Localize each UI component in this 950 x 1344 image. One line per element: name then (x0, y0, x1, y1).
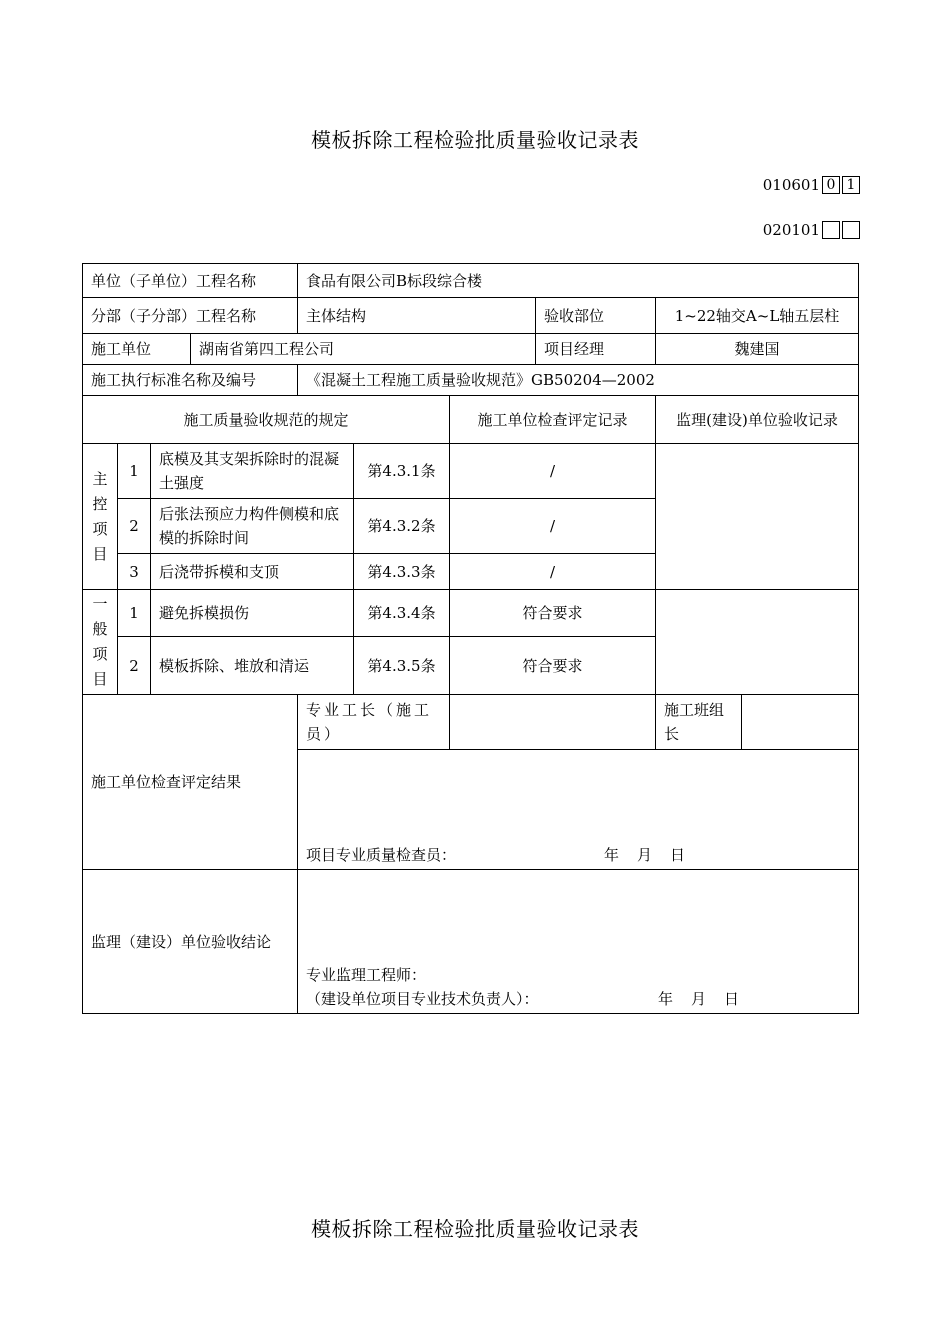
standard-label: 施工执行标准名称及编号 (83, 365, 298, 396)
standard-value[interactable]: 《混凝土工程施工质量验收规范》GB50204—2002 (298, 365, 859, 396)
date-month: 月 (637, 846, 653, 864)
main-items-label (83, 444, 118, 590)
form-code-1-prefix: 010601 (762, 176, 820, 194)
owner-tech-label: （建设单位项目专业技术负责人）： (306, 990, 539, 1008)
column-header-spec: 施工质量验收规范的规定 (83, 396, 450, 444)
item-clause: 第4.3.4条 (354, 590, 450, 637)
date-day: 日 (670, 846, 686, 864)
foreman-value[interactable] (450, 695, 656, 750)
team-leader-label: 施工班组长 (656, 695, 742, 750)
item-clause: 第4.3.1条 (354, 444, 450, 499)
subproject-name-value[interactable]: 主体结构 (298, 298, 536, 334)
form-code-2 (763, 221, 860, 239)
general-items-supervise-record[interactable] (656, 590, 859, 695)
item-description: 避免拆模损伤 (151, 590, 354, 637)
item-number: 2 (118, 637, 151, 695)
construction-unit-value[interactable]: 湖南省第四工程公司 (191, 334, 536, 365)
acceptance-part-value[interactable]: 1~22轴交A~L轴五层柱 (656, 298, 859, 334)
item-number: 1 (118, 590, 151, 637)
subproject-name-label: 分部（子分部）工程名称 (83, 298, 298, 334)
column-header-supervise: 监理(建设)单位验收记录 (656, 396, 859, 444)
construction-result-area[interactable] (298, 750, 859, 870)
item-clause: 第4.3.5条 (354, 637, 450, 695)
item-description: 底模及其支架拆除时的混凝土强度 (151, 444, 354, 499)
item-description: 后浇带拆模和支顶 (151, 554, 354, 590)
acceptance-part-label: 验收部位 (536, 298, 656, 334)
inspection-form-table (82, 263, 859, 1014)
item-clause: 第4.3.3条 (354, 554, 450, 590)
conclusion-date (658, 987, 739, 1011)
vertical-label: 主控项目 (92, 469, 108, 563)
project-name-value[interactable]: 食品有限公司B标段综合楼 (298, 264, 859, 298)
item-clause: 第4.3.2条 (354, 499, 450, 554)
date-day: 日 (724, 990, 740, 1008)
result-date (604, 843, 685, 867)
item-check-record[interactable]: 符合要求 (450, 590, 656, 637)
supervision-conclusion-label: 监理（建设）单位验收结论 (83, 870, 298, 1014)
supervising-engineer-label: 专业监理工程师： (306, 966, 427, 984)
code-box[interactable] (842, 221, 860, 239)
team-leader-value[interactable] (742, 695, 859, 750)
form-code-1 (763, 176, 860, 194)
general-items-label (83, 590, 118, 695)
item-number: 1 (118, 444, 151, 499)
item-check-record[interactable]: 符合要求 (450, 637, 656, 695)
construction-unit-label: 施工单位 (83, 334, 191, 365)
supervision-conclusion-area[interactable] (298, 870, 859, 1014)
project-manager-label: 项目经理 (536, 334, 656, 365)
form-code-2-prefix: 020101 (762, 221, 820, 239)
bottom-page-title: 模板拆除工程检验批质量验收记录表 (311, 1217, 639, 1241)
item-description: 后张法预应力构件侧模和底模的拆除时间 (151, 499, 354, 554)
construction-result-label: 施工单位检查评定结果 (83, 695, 298, 870)
date-year: 年 (658, 990, 674, 1008)
code-box[interactable]: 0 (822, 176, 840, 194)
code-box[interactable]: 1 (842, 176, 860, 194)
page-title: 模板拆除工程检验批质量验收记录表 (311, 128, 639, 152)
item-check-record[interactable]: / (450, 444, 656, 499)
vertical-label: 一般项目 (92, 595, 108, 688)
date-month: 月 (691, 990, 707, 1008)
project-name-label: 单位（子单位）工程名称 (83, 264, 298, 298)
project-manager-value[interactable]: 魏建国 (656, 334, 859, 365)
quality-inspector-label: 项目专业质量检查员： (306, 846, 457, 864)
main-items-supervise-record[interactable] (656, 444, 859, 590)
item-check-record[interactable]: / (450, 499, 656, 554)
code-box[interactable] (822, 221, 840, 239)
supervising-engineer-line (306, 963, 850, 987)
item-number: 2 (118, 499, 151, 554)
item-number: 3 (118, 554, 151, 590)
column-header-check: 施工单位检查评定记录 (450, 396, 656, 444)
item-check-record[interactable]: / (450, 554, 656, 590)
owner-tech-line (306, 987, 850, 1011)
date-year: 年 (604, 846, 620, 864)
foreman-label: 专业工长（施工员） (298, 695, 450, 750)
item-description: 模板拆除、堆放和清运 (151, 637, 354, 695)
